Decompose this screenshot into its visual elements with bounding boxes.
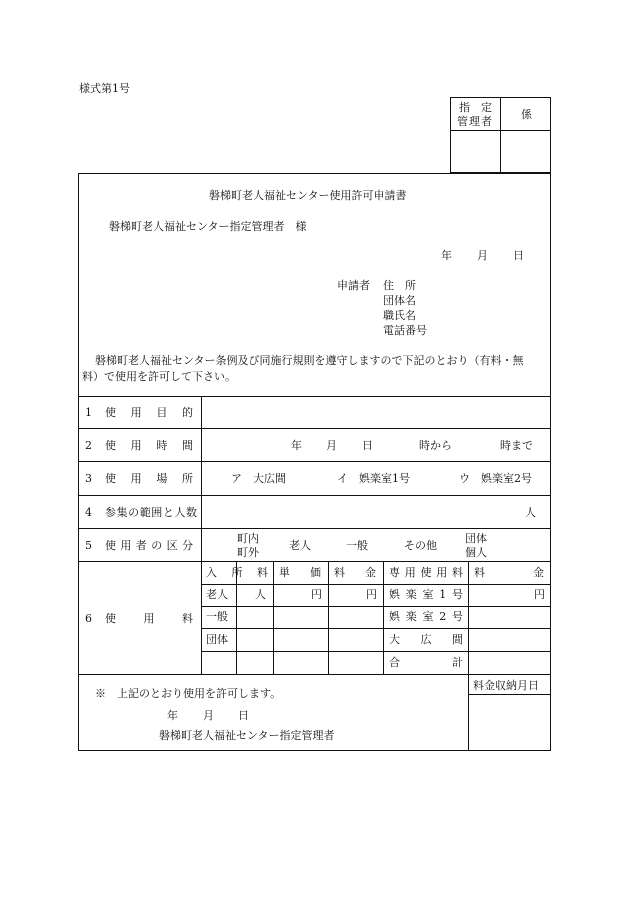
designated-label-2: 管理者	[457, 115, 493, 128]
fee-yen-unit-price: 円	[311, 588, 322, 601]
category-individual: 個人	[465, 546, 487, 559]
fee-yen-room: 円	[534, 588, 545, 601]
scope-unit: 人	[525, 506, 536, 519]
permission-month: 月	[203, 709, 214, 722]
time-to: 時まで	[500, 439, 533, 452]
form-title: 磐梯町老人福祉センター使用許可申請書	[209, 189, 407, 202]
permission-day: 日	[238, 709, 249, 722]
row-4-label: 参集の範囲と人数	[105, 506, 197, 519]
place-option-i: イ 娯楽室1号	[337, 472, 410, 485]
issuer: 磐梯町老人福祉センター指定管理者	[159, 729, 335, 742]
address-label: 住 所	[383, 279, 416, 292]
permission-statement: ※ 上記のとおり使用を許可します。	[95, 687, 282, 700]
fee-person-unit: 人	[255, 588, 266, 601]
fee-header-exclusive: 専用使用料	[389, 566, 463, 579]
permission-year: 年	[167, 709, 178, 722]
time-year: 年	[291, 439, 302, 452]
fee-total: 合計	[389, 656, 463, 669]
row-6-number: 6	[85, 612, 92, 625]
applicant-label: 申請者	[337, 279, 370, 292]
row-5-label: 使用者の区分	[105, 539, 193, 552]
row-1-label: 使用目的	[105, 406, 193, 419]
fee-hall: 大広間	[389, 633, 463, 646]
receipt-date-label: 料金収納月日	[473, 679, 539, 692]
fee-yen-amount: 円	[366, 588, 377, 601]
form-number: 様式第1号	[79, 82, 130, 95]
statement-line-1: 磐梯町老人福祉センター条例及び同施行規則を遵守しますので下記のとおり（有料・無	[95, 354, 524, 367]
designated-label-1: 指 定	[459, 101, 492, 114]
date-month: 月	[477, 249, 488, 262]
group-name-label: 団体名	[383, 294, 416, 307]
fee-header-amount: 料金	[334, 566, 376, 579]
time-day: 日	[362, 439, 373, 452]
time-month: 月	[326, 439, 337, 452]
date-year: 年	[441, 249, 452, 262]
approval-stamp-box	[450, 97, 551, 173]
fee-row-general: 一般	[206, 610, 228, 623]
fee-header-entry: 入所料	[206, 566, 268, 579]
fee-header-unit-price: 単価	[279, 566, 321, 579]
row-2-label: 使用時間	[105, 439, 193, 452]
place-option-u: ウ 娯楽室2号	[459, 472, 532, 485]
row-3-number: 3	[85, 472, 92, 485]
time-from: 時から	[419, 439, 452, 452]
category-in-town: 町内	[237, 532, 259, 545]
staff-label: 係	[521, 108, 532, 121]
category-out-town: 町外	[237, 546, 259, 559]
place-option-a: ア 大広間	[231, 472, 286, 485]
category-elderly: 老人	[289, 539, 311, 552]
row-6-label: 使用料	[105, 612, 193, 625]
row-4-number: 4	[85, 506, 92, 519]
row-3-label: 使用場所	[105, 472, 193, 485]
category-other: その他	[404, 539, 437, 552]
fee-header-fee: 料金	[474, 566, 544, 579]
row-1-number: 1	[85, 406, 92, 419]
addressee: 磐梯町老人福祉センター指定管理者 様	[109, 220, 307, 233]
row-2-number: 2	[85, 439, 92, 452]
application-form	[78, 173, 551, 751]
category-group: 団体	[465, 532, 487, 545]
statement-line-2: 料）で使用を許可して下さい。	[82, 370, 236, 383]
date-day: 日	[513, 249, 524, 262]
fee-room-1: 娯楽室1号	[389, 588, 463, 601]
category-general: 一般	[346, 539, 368, 552]
fee-room-2: 娯楽室2号	[389, 610, 463, 623]
fee-row-group: 団体	[206, 633, 228, 646]
title-name-label: 職氏名	[383, 309, 416, 322]
phone-label: 電話番号	[383, 324, 427, 337]
row-5-number: 5	[85, 539, 92, 552]
fee-row-elderly: 老人	[206, 588, 228, 601]
